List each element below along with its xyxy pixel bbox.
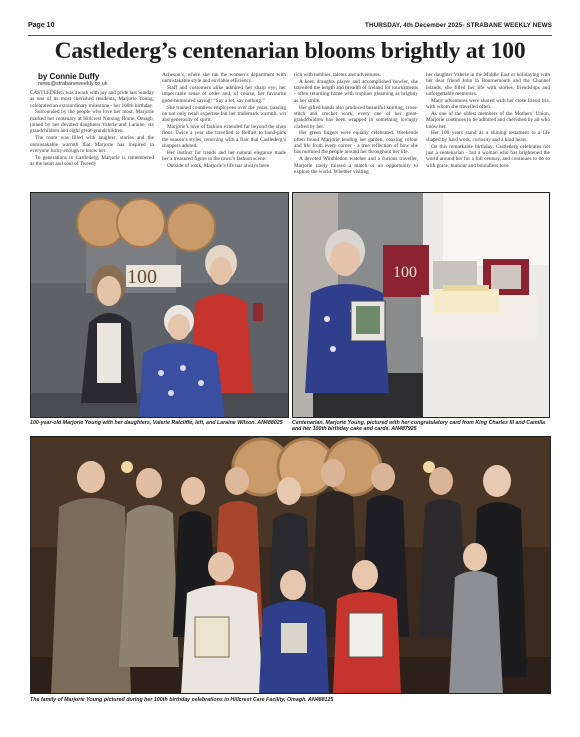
paragraph: Her instinct for trends and her natural elegance made her a treasured figure in the town’s fashion scene. <box>162 149 286 163</box>
paragraph: Acheson’s, where she ran the women’s department with unmistakable style and enviable efficiency. <box>162 72 286 85</box>
paragraph: rich with hobbies, talents and adventures. <box>294 72 382 78</box>
photo-family-group <box>30 436 551 694</box>
paragraph: The room was filled with laughter, stories and the unmistakable warmth that Marjorie has inspired in everyone lucky enough to know her. <box>30 135 154 154</box>
paragraph: Surrounded by the people who love her most, Marjorie marked her centenary at Hillcrest Nursing Home, Omagh, joined by her devoted daughters Valerie and Laraine, six grandchildren and eight great-grandchildren. <box>30 109 154 135</box>
paragraph: On this remarkable birthday, Castlederg celebrates not just a centenarian - but a woman who has brightened the world around her for a full century, and continues to do so with grace, humour and boundless love. <box>426 143 550 169</box>
issue-date: THURSDAY, 4th December 2025- STRABANE WEEKLY NEWS <box>365 22 552 29</box>
page-number: Page 10 <box>28 22 55 29</box>
paragraph: She trained countless employees over the years, passing on not only retail expertise but her trademark warmth, wit and generosity of spirit. <box>162 104 286 124</box>
article-body <box>30 72 550 190</box>
article-column-1 <box>30 72 154 190</box>
article-column-3 <box>294 72 418 190</box>
paragraph: As one of the oldest members of the Mothers’ Union, Marjorie continues to be admired and cherished by all who know her. <box>426 110 550 130</box>
paragraph: Staff and customers alike admired her sharp eye, her impeccable sense of order and, of course, her favourite good-humoured saying: “Say a lot, say nothing.” <box>162 85 286 104</box>
page-header <box>28 22 552 36</box>
article-column-4 <box>426 72 550 190</box>
article-column-2 <box>162 72 286 190</box>
photo-3-caption: The family of Marjorie Young pictured during her 100th birthday celebrations in Hillcrest Care Facility, Omagh. AN488125 <box>30 697 334 703</box>
paragraph: Many adventures were shared with her close friend Iris, with whom she travelled often. <box>426 97 550 111</box>
photo-marjorie-with-daughters <box>30 192 289 418</box>
paragraph: Her 100 years stand as a shining testament to a life shaped by hard work, curiosity and a kind heart. <box>426 130 550 143</box>
photo-2-caption: Centenarian, Marjorie Young, pictured with her congratulatory card from King Charles III and Camilla and her 100th birthday cake and cards. AN487925 <box>292 420 546 433</box>
paragraph: Her green fingers were equally celebrated. Weekends often found Marjorie tending her garden, coaxing colour and life from every corner - a true reflection of how she has nurtured the people around her throughout her life. <box>294 130 418 156</box>
balloon-0a <box>117 199 165 247</box>
card-number: 100 <box>393 264 417 281</box>
photo-1-caption: 100-year-old Marjorie Young with her daughters, Valerie Ratcliffe, left, and Laraine Wilson. AN488025 <box>30 420 283 426</box>
paragraph: her daughter Valerie in the Middle East or holidaying with her dear friend John in Bournemouth and the Channel Islands, she filled her life with stories, friendships and unforgettable memories. <box>426 72 550 97</box>
byline: by Connie Duffy <box>38 72 100 81</box>
paragraph: Marjorie’s love of fashion extended far beyond the shop floor. Twice a year she travelled to Belfast to hand-pick the season’s styles, returning with a flair that Castlederg’s shoppers adored. <box>162 124 286 150</box>
paragraph: A keen draughts player and accomplished bowler, she travelled the length and breadth of Ireland for tournaments - often returning home with trophies gleaming as brightly as her smile. <box>294 78 418 104</box>
paragraph: To generations in Castlederg, Marjorie is remembered as the heart and soul of Tweedy <box>30 154 154 168</box>
paragraph: Outside of work, Marjorie’s life has always been <box>167 163 270 170</box>
paragraph: Her gifted hands also produced beautiful knitting, cross-stitch and crochet work; every one of her great-grandchildren has been wrapped in something lovingly crafted by her. <box>294 104 418 130</box>
balloon-number: 100 <box>127 266 157 288</box>
author-email[interactable]: news@strabaneweekly.co.uk <box>38 81 108 87</box>
balloon-0b <box>167 203 215 251</box>
headline: Castlederg’s centenarian blooms brightly at 100 <box>54 38 526 64</box>
paragraph: CASTLEDERG was awash with joy and pride last Sunday as one of its most cherished residents, Marjorie Young, celebrated an extraordinary milestone - her 100th birthday. <box>30 90 154 109</box>
photo-marjorie-card-cake <box>292 192 550 418</box>
paragraph: A devoted Wimbledon watcher and a curious traveller, Marjorie rarely missed a match or an opportunity to explore the world. Whether visiting <box>294 156 418 175</box>
